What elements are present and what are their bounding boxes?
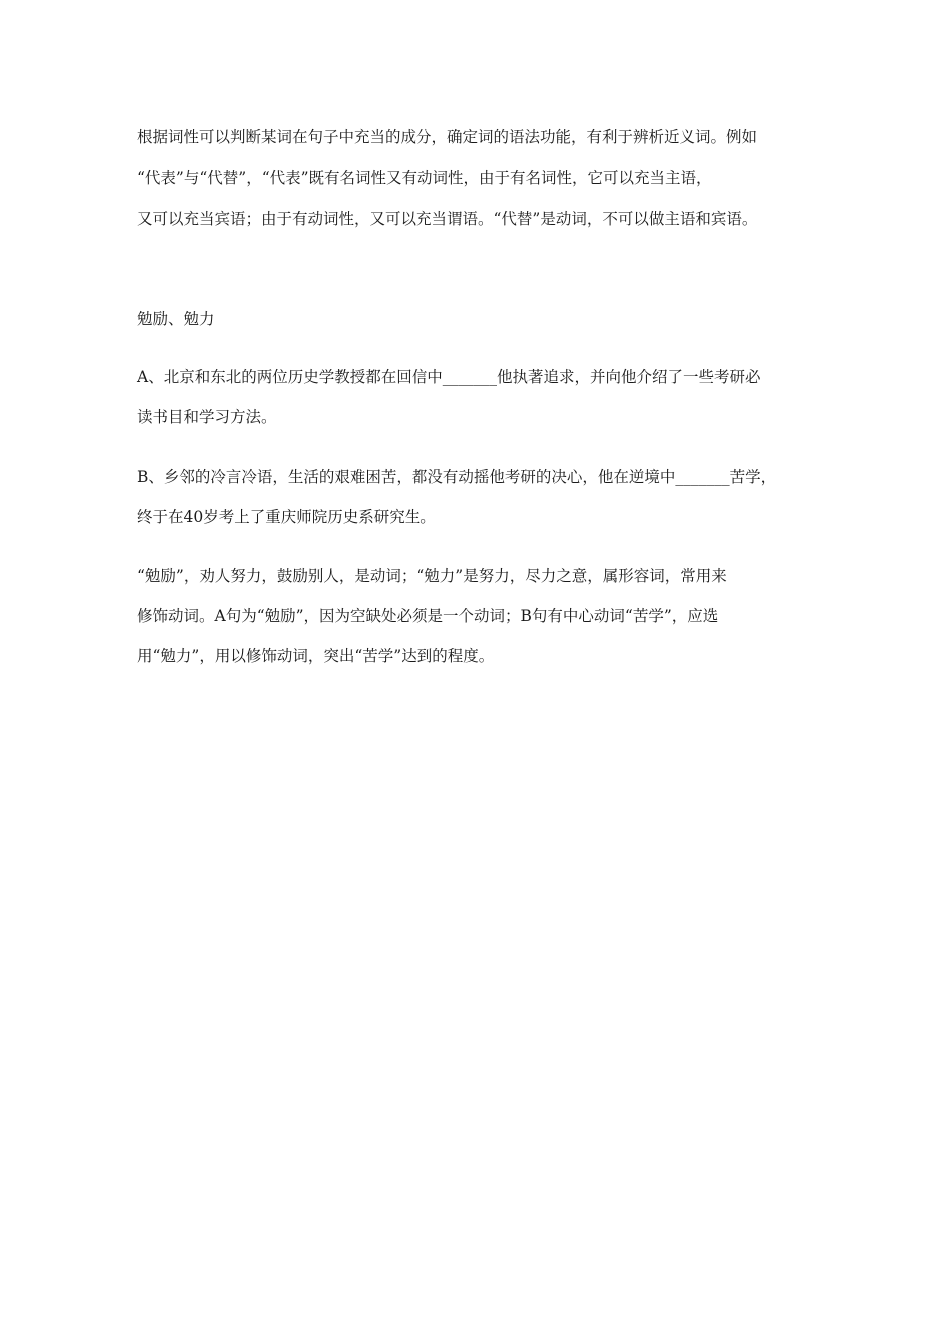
- word-pair-heading: [137, 308, 837, 330]
- text-line: 终于在40岁考上了重庆师院历史系研究生。: [137, 508, 436, 526]
- text-line: 读书目和学习方法。: [137, 408, 277, 426]
- text-line: “勉励”，劝人努力，鼓励别人，是动词；“勉力”是努力，尽力之意，属形容词，常用来: [137, 567, 727, 585]
- text-line: 根据词性可以判断某词在句子中充当的成分，确定词的语法功能，有利于辨析近义词。例如: [137, 128, 758, 146]
- text-line: “代表”与“代替”，“代表”既有名词性又有动词性，由于有名词性，它可以充当主语，: [137, 169, 712, 187]
- explanation-paragraph: [137, 565, 837, 685]
- sentence-a-paragraph: [137, 366, 837, 446]
- text-line: A、北京和东北的两位历史学教授都在回信中_______他执著追求，并向他介绍了一些考研必: [137, 368, 761, 386]
- text-line: 又可以充当宾语；由于有动词性，又可以充当谓语。“代替”是动词，不可以做主语和宾语。: [137, 210, 758, 228]
- text-line: 用“勉力”，用以修饰动词，突出“苦学”达到的程度。: [137, 647, 495, 665]
- heading-text: 勉励、勉力: [137, 310, 215, 328]
- intro-paragraph: [137, 126, 837, 249]
- text-line: B、乡邻的冷言冷语，生活的艰难困苦，都没有动摇他考研的决心，他在逆境中_______苦学，: [137, 468, 777, 486]
- text-line: 修饰动词。A句为“勉励”，因为空缺处必须是一个动词；B句有中心动词“苦学”，应选: [137, 607, 719, 625]
- sentence-b-paragraph: [137, 466, 837, 546]
